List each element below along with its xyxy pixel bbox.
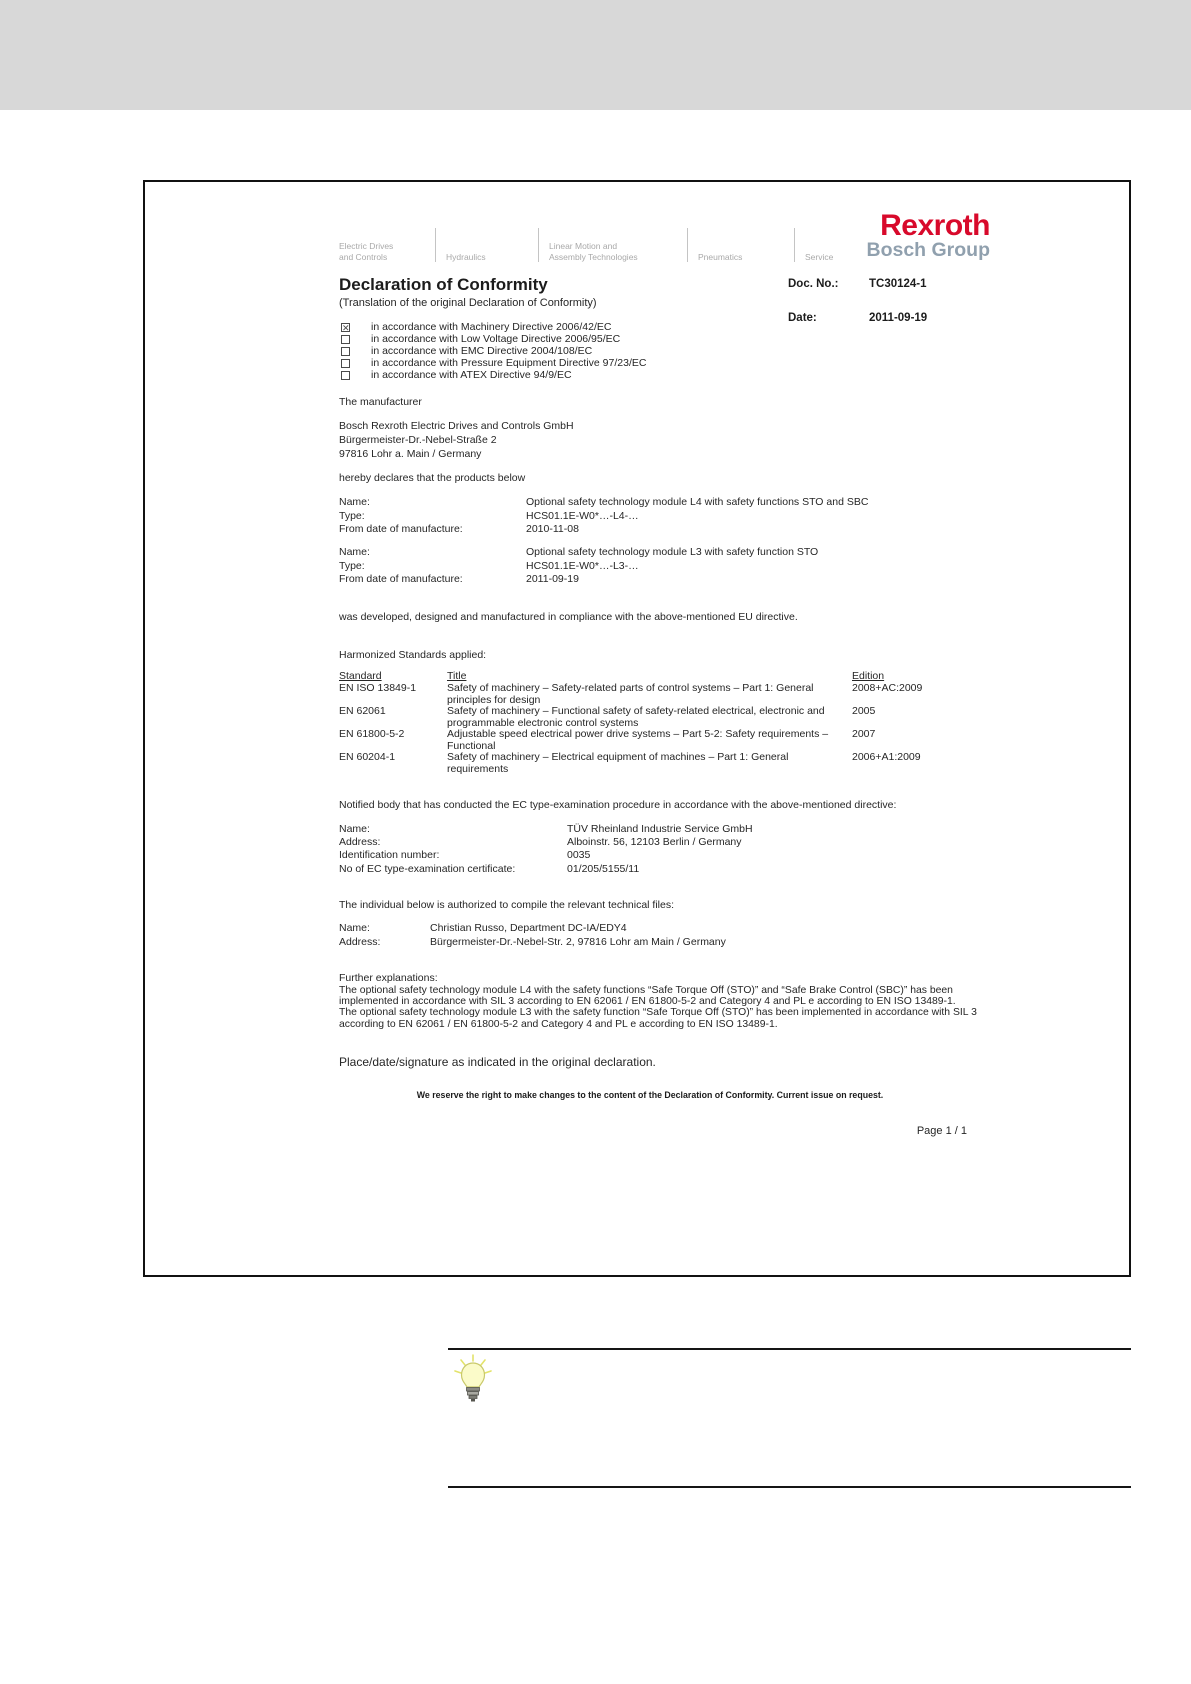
auth-name-value: Christian Russo, Department DC-IA/EDY4 [430,922,627,934]
further-heading: Further explanations: [339,972,438,984]
division-linear-motion [538,228,687,262]
nb-address-value: Alboinstr. 56, 12103 Berlin / Germany [567,836,742,849]
authorized-details [339,922,964,949]
document-title: Declaration of Conformity [339,275,548,294]
further-explanations [339,972,979,1030]
footer-change-note: We reserve the right to make changes to the content of the Declaration of Conformity. Current issue on request. [416,1090,884,1100]
product-type-value: HCS01.1E-W0*…-L4-… [526,509,639,522]
manufacturer-street: Bürgermeister-Dr.-Nebel-Straße 2 [339,434,497,446]
manufacturer-address [339,419,574,461]
nb-id-value: 0035 [567,849,591,862]
product-name-label: Name: [339,496,370,508]
product-name-value: Optional safety technology module L4 with safety functions STO and SBC [526,496,869,508]
nb-name-label: Name: [339,823,370,835]
column-header-title: Title [447,670,467,682]
authorized-intro: The individual below is authorized to compile the relevant technical files: [339,899,675,911]
doc-date-value: 2011-09-19 [869,312,928,324]
nb-address-label: Address: [339,836,381,849]
checkbox-unchecked-icon [341,371,350,380]
directive-label: in accordance with Low Voltage Directive 2006/95/EC [371,333,621,345]
standard-cell: EN 62061 [339,705,386,717]
division-label: Electric Drives [339,241,394,251]
further-paragraph-l4: The optional safety technology module L4 with the safety functions “Safe Torque Off (STO)” and “Safe Brake Control (SBC)” has been implemented in accordance with SIL 3 according to EN 62061 / EN 61800-5-2 and Category 4 and PL e according to EN ISO 13489-1. [339,985,956,1008]
table-row [339,729,961,752]
declares-line: hereby declares that the products below [339,472,526,484]
column-header-edition: Edition [852,670,885,682]
standard-cell: EN ISO 13849-1 [339,682,417,694]
product-from-value: 2011-09-19 [526,573,579,585]
column-header-standard: Standard [339,670,382,682]
auth-address-value: Bürgermeister-Dr.-Nebel-Str. 2, 97816 Lohr am Main / Germany [430,935,726,948]
directive-row [339,357,646,369]
rexroth-bosch-logo [866,209,990,261]
directive-label: in accordance with Pressure Equipment Directive 97/23/EC [371,357,647,369]
division-label: Linear Motion and [549,241,618,251]
division-label: Hydraulics [446,251,486,262]
division-service [794,228,875,262]
directive-row [339,369,646,381]
checkbox-checked-icon: ✕ [342,322,350,333]
edition-cell: 2006+A1:2009 [852,751,921,763]
directive-label: in accordance with EMC Directive 2004/108/EC [371,345,593,357]
directive-label: in accordance with Machinery Directive 2006/42/EC [371,321,612,333]
standards-table [339,670,961,775]
page-number: Page 1 / 1 [916,1125,967,1137]
product-from-value: 2010-11-08 [526,523,579,535]
table-row [339,683,961,706]
notified-body-intro: Notified body that has conducted the EC type-examination procedure in accordance with the above-mentioned directive: [339,799,897,811]
standard-cell: EN 61800-5-2 [339,728,405,740]
lightbulb-icon [450,1354,496,1413]
division-label: Service [805,251,834,262]
division-hydraulics [435,228,538,262]
document-subtitle: (Translation of the original Declaration of Conformity) [339,297,597,309]
division-electric-drives [339,228,435,262]
rexroth-logo-text: Rexroth [880,209,990,242]
notified-body-details [339,823,964,876]
directive-label: in accordance with ATEX Directive 94/9/EC [371,369,572,381]
edition-cell: 2005 [852,705,876,717]
edition-cell: 2008+AC:2009 [852,682,923,694]
note-top-rule [448,1348,1131,1350]
doc-number-label: Doc. No.: [788,278,839,290]
directive-row [339,333,646,345]
checkbox-unchecked-icon [341,335,350,344]
auth-name-label: Name: [339,922,370,934]
doc-number-value: TC30124-1 [869,278,927,290]
checkbox-unchecked-icon [341,347,350,356]
product-name-value: Optional safety technology module L3 with safety function STO [526,546,819,558]
title-cell: Safety of machinery – Safety-related parts of control systems – Part 1: General principles for design [447,682,814,706]
product-block-l4 [339,496,964,537]
declaration-document-frame [143,180,1131,1277]
doc-number-row [788,278,927,290]
product-type-label: Type: [339,559,365,572]
further-paragraph-l3: The optional safety technology module L3 with the safety function “Safe Torque Off (STO)” has been implemented in accordance with SIL 3 according to EN 62061 / EN 61800-5-2 and Category 4 and PL e according to EN ISO 13489-1. [339,1007,977,1030]
nb-id-label: Identification number: [339,849,440,862]
standards-heading: Harmonized Standards applied: [339,649,487,661]
manufacturer-intro: The manufacturer [339,396,422,408]
nb-cert-label: No of EC type-examination certificate: [339,862,516,875]
directive-checkbox-list [339,321,646,381]
doc-date-row [788,312,927,324]
checkbox-unchecked-icon [341,359,350,368]
product-type-value: HCS01.1E-W0*…-L3-… [526,559,639,572]
title-cell: Safety of machinery – Electrical equipment of machines – Part 1: General requirements [447,751,789,775]
auth-address-label: Address: [339,935,381,948]
doc-date-label: Date: [788,312,817,324]
manufacturer-name: Bosch Rexroth Electric Drives and Controls GmbH [339,420,574,432]
manufacturer-city: 97816 Lohr a. Main / Germany [339,448,482,460]
nb-cert-value: 01/205/5155/11 [567,862,640,875]
product-from-label: From date of manufacture: [339,523,463,535]
nb-name-value: TÜV Rheinland Industrie Service GmbH [567,823,753,835]
division-label: Pneumatics [698,251,743,262]
product-from-label: From date of manufacture: [339,573,463,585]
standard-cell: EN 60204-1 [339,751,396,763]
title-cell: Safety of machinery – Functional safety of safety-related electrical, electronic and programmable electronic control systems [447,705,825,729]
bosch-group-logo-text: Bosch Group [866,239,990,261]
product-block-l3 [339,546,964,587]
product-name-label: Name: [339,546,370,558]
note-bottom-rule [448,1486,1131,1488]
page-top-gray-band [0,0,1191,110]
signature-note: Place/date/signature as indicated in the original declaration. [339,1055,656,1069]
compliance-statement: was developed, designed and manufactured in compliance with the above-mentioned EU directive. [339,611,798,623]
division-label: and Controls [339,251,388,262]
product-type-label: Type: [339,509,365,522]
directive-row [339,321,646,333]
directive-row [339,345,646,357]
division-label: Assembly Technologies [549,251,638,262]
title-cell: Adjustable speed electrical power drive systems – Part 5-2: Safety requirements – Functional [447,728,829,752]
brand-division-bar [339,228,875,262]
table-row [339,706,961,729]
edition-cell: 2007 [852,728,876,740]
table-row [339,752,961,775]
division-pneumatics [687,228,794,262]
